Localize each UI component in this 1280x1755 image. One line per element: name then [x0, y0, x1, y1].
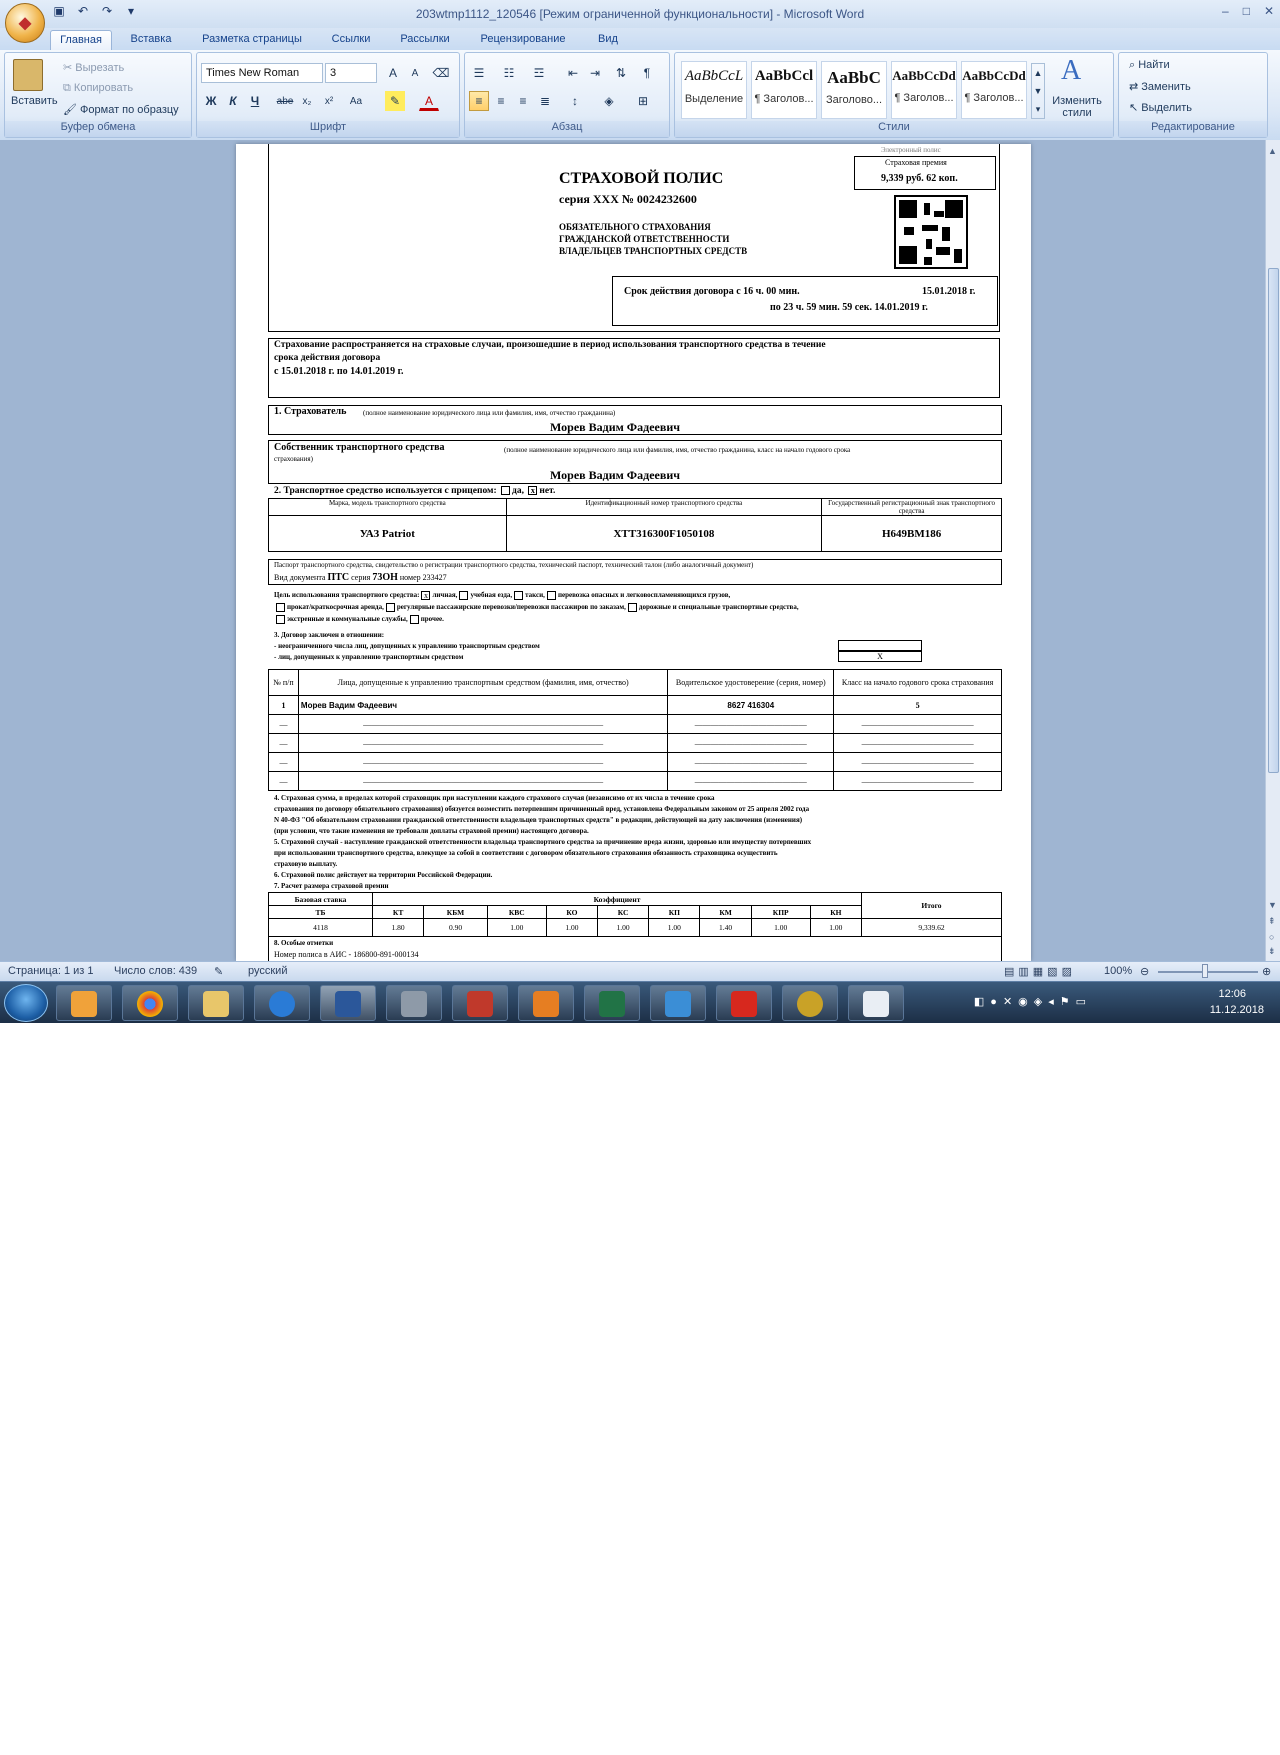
taskbar-app-orange[interactable] — [518, 985, 574, 1021]
calc-col: КТ — [373, 906, 424, 919]
driver-class: —————————————— — [834, 772, 1002, 791]
style-sample: AaBbCcl — [754, 68, 814, 84]
format-painter-button[interactable]: 🖌 Формат по образцу — [63, 104, 179, 116]
zoom-slider[interactable] — [1158, 971, 1258, 973]
table-row — [269, 753, 1002, 772]
grow-font-icon[interactable]: A — [388, 66, 397, 80]
finance-icon — [533, 991, 559, 1017]
driver-name: —————————————————————————————— — [298, 715, 667, 734]
folder-icon — [203, 991, 229, 1017]
trailer-no-checkbox: x — [528, 486, 537, 495]
driver-num: — — [269, 715, 299, 734]
styles-group-title: Стили — [675, 121, 1113, 137]
change-case-button[interactable]: Aa — [349, 96, 363, 107]
owner-label: Собственник транспортного средства — [274, 442, 445, 453]
view-buttons[interactable]: ▤▥▦▧▨ — [1004, 966, 1076, 978]
image-icon — [665, 991, 691, 1017]
italic-button[interactable]: К — [229, 94, 237, 108]
next-page-icon[interactable]: ⇟ — [1268, 946, 1276, 956]
osago-line-3: ВЛАДЕЛЬЦЕВ ТРАНСПОРТНЫХ СРЕДСТВ — [559, 246, 748, 256]
tab-mailings[interactable]: Рассылки — [400, 33, 450, 45]
clause-6: 6. Страховой полис действует на территории Российской Федерации. — [274, 871, 493, 879]
driver-class: —————————————— — [834, 715, 1002, 734]
ais-number: Номер полиса в АИС - 186800-891-000134 — [274, 950, 419, 959]
purpose-checkbox — [410, 615, 419, 624]
font-name-select[interactable]: Times New Roman — [201, 63, 323, 83]
font-group-title: Шрифт — [197, 121, 459, 137]
clock-date[interactable]: 11.12.2018 — [1209, 1004, 1264, 1016]
trailer-yes-checkbox — [501, 486, 510, 495]
taskbar — [0, 981, 1280, 1023]
customize-qat-icon[interactable]: ▾ — [127, 4, 135, 18]
font-color-icon[interactable]: A — [419, 91, 439, 111]
purpose-item: личная, — [432, 591, 458, 600]
brush-icon: 🖌 — [63, 104, 81, 116]
purpose-checkbox: x — [421, 591, 430, 600]
drivers-table — [268, 669, 1002, 791]
calc-value: 1.00 — [487, 919, 546, 937]
taskbar-explorer[interactable] — [188, 985, 244, 1021]
style-sample: AaBbCcL — [684, 68, 744, 84]
window-controls — [1222, 4, 1274, 18]
driver-license: —————————————— — [668, 715, 834, 734]
qr-finder-pattern — [945, 200, 963, 218]
align-center-icon[interactable]: ≡ — [497, 94, 505, 108]
term-line-2: по 23 ч. 59 мин. 59 сек. 14.01.2019 г. — [770, 302, 928, 313]
calc-value: 1.00 — [546, 919, 597, 937]
undo-icon[interactable]: ↶ — [77, 4, 89, 18]
clause-5-line-1: 5. Страховой случай - наступление гражданской ответственности владельца транспортного средства за причинение вреда жизни, здоровью или имуществу потерпевших — [274, 838, 812, 846]
justify-icon[interactable]: ≣ — [539, 94, 551, 108]
clause-4-line-3: N 40-ФЗ "Об обязательном страховании гражданской ответственности владельцев транспортных средств" в редакции, действующей на дату заключения (изменения) — [274, 816, 803, 824]
calc-col: КН — [810, 906, 861, 919]
policy-series: серия ХХХ № 0024232600 — [559, 192, 697, 206]
highlight-icon[interactable]: ✎ — [385, 91, 405, 111]
qr-finder-pattern — [899, 200, 917, 218]
trailer-label: 2. Транспортное средство используется с прицепом: — [274, 486, 497, 496]
clipboard-group — [4, 52, 192, 138]
qr-module — [924, 257, 932, 265]
clause-4-line-1: 4. Страховая сумма, в пределах которой страховщик при наступлении каждого страхового случая (независимо от их числа в течение срока — [274, 794, 715, 802]
calc-total-header: Итого — [862, 893, 1002, 919]
clipboard-group-title: Буфер обмена — [5, 121, 191, 137]
zoom-level[interactable]: 100% — [1104, 965, 1133, 977]
taskbar-outlook[interactable] — [56, 985, 112, 1021]
superscript-button[interactable]: x² — [324, 96, 334, 107]
contract-unlimited: - неограниченного числа лиц, допущенных к управлению транспортным средством — [274, 642, 540, 650]
scope-line-1: Страхование распространяется на страховые случаи, произошедшие в период использования транспортного средства в течение — [274, 340, 826, 350]
table-row — [269, 696, 1002, 715]
taskbar-chrome[interactable] — [122, 985, 178, 1021]
style-name: Выделение — [684, 93, 744, 105]
insurer-name: Морев Вадим Фадеевич — [550, 420, 681, 434]
scanner-icon — [401, 991, 427, 1017]
clause-4-line-2: страхования по договору обязательного страхования) обязуется возместить потерпевшим причиненный вред, установлена Федеральным законом от 25 апреля 2002 года — [274, 805, 810, 813]
style-heading2[interactable] — [891, 61, 957, 119]
drivers-col-class: Класс на начало годового срока страхования — [834, 670, 1002, 696]
qr-code — [894, 195, 968, 269]
qr-module — [942, 227, 950, 241]
tray-icons[interactable]: ◧●✕◉◈◂⚑▭ — [973, 996, 1092, 1008]
driver-name: —————————————————————————————— — [298, 772, 667, 791]
driver-license: —————————————— — [668, 772, 834, 791]
purpose-item: прочее. — [420, 615, 444, 624]
doc-type-row — [274, 572, 447, 583]
styles-group — [674, 52, 1114, 138]
calc-value: 4118 — [269, 919, 373, 937]
driver-name: —————————————————————————————— — [298, 753, 667, 772]
contract-unlimited-box — [838, 640, 922, 651]
cut-button[interactable]: ✂ Вырезать — [63, 62, 125, 74]
vertical-scrollbar[interactable] — [1265, 140, 1280, 961]
ribbon — [0, 50, 1280, 140]
zoom-out-icon[interactable]: ⊖ — [1140, 966, 1150, 978]
contract-label: 3. Договор заключен в отношении: — [274, 631, 385, 639]
driver-num: — — [269, 772, 299, 791]
owner-note-2: страхования) — [274, 455, 313, 463]
purpose-line-3 — [274, 615, 444, 624]
prev-page-icon[interactable]: ⇞ — [1268, 916, 1276, 926]
purpose-line-1 — [274, 591, 730, 600]
scope-line-3: с 15.01.2018 г. по 14.01.2019 г. — [274, 366, 404, 377]
paragraph-group — [464, 52, 670, 138]
scissors-icon: ✂ — [63, 62, 76, 74]
zoom-slider-thumb[interactable] — [1202, 964, 1208, 978]
purpose-item: перевозка опасных и легковоспламеняющихся грузов, — [557, 591, 731, 600]
purpose-item: экстренные и коммунальные службы, — [287, 615, 408, 624]
driver-license: —————————————— — [668, 753, 834, 772]
paste-button[interactable]: Вставить — [11, 95, 58, 107]
tab-view[interactable]: Вид — [598, 33, 618, 45]
font-group — [196, 52, 460, 138]
strikethrough-button[interactable]: abe — [276, 96, 294, 107]
doc-type-label: Вид документа — [274, 573, 326, 582]
tab-page-layout[interactable]: Разметка страницы — [202, 33, 302, 45]
clause-5-line-2: при использовании транспортного средства, влекущее за собой в соответствии с договором обязательного страхования обязанность страховщика осуществить — [274, 849, 778, 857]
qr-module — [926, 239, 932, 249]
word-icon — [335, 991, 361, 1017]
qr-module — [904, 227, 914, 235]
calc-col: КБМ — [424, 906, 488, 919]
underline-button[interactable]: Ч — [250, 94, 260, 108]
change-styles-icon[interactable]: A — [1061, 55, 1082, 86]
clause-4-line-4: (при условии, что такие изменения не требовали доплаты страховой премии) настоящего договора. — [274, 827, 589, 835]
taskbar-excel[interactable] — [584, 985, 640, 1021]
calc-col: КП — [649, 906, 700, 919]
pdf-icon — [731, 991, 757, 1017]
sort-icon[interactable]: ⇅ — [615, 66, 627, 80]
taskbar-app-red[interactable] — [452, 985, 508, 1021]
save-icon[interactable]: ▣ — [53, 4, 65, 18]
calc-value: 1.00 — [649, 919, 700, 937]
qr-module — [934, 211, 944, 217]
style-emphasis[interactable] — [681, 61, 747, 119]
calc-value: 1.00 — [598, 919, 649, 937]
calc-col: КВС — [487, 906, 546, 919]
style-title[interactable] — [821, 61, 887, 119]
cursor-icon: ↖ — [1129, 102, 1142, 114]
calc-value: 1.40 — [700, 919, 751, 937]
office-button[interactable]: ◆ — [5, 3, 45, 43]
tab-insert[interactable]: Вставка — [130, 33, 172, 45]
word-count[interactable]: Число слов: 439 — [114, 965, 198, 977]
shrink-font-icon[interactable]: A — [411, 68, 419, 79]
spellcheck-icon[interactable]: ✎ — [214, 966, 224, 978]
clear-format-icon[interactable]: ⌫ — [432, 66, 450, 80]
style-name: ¶ Заголов... — [754, 93, 814, 105]
style-sample: AaBbCcDd — [962, 68, 1026, 83]
clock-time[interactable]: 12:06 — [1218, 988, 1246, 1000]
style-sample: AaBbC — [827, 68, 881, 87]
qr-module — [922, 225, 938, 231]
calc-value: 1.80 — [373, 919, 424, 937]
insurer-label: 1. Страхователь — [274, 406, 347, 417]
style-heading3[interactable] — [961, 61, 1027, 119]
driver-license: 8627 416304 — [668, 696, 834, 715]
close-icon[interactable]: ✕ — [1263, 4, 1274, 18]
page-count[interactable]: Страница: 1 из 1 — [8, 965, 94, 977]
table-row — [269, 893, 1002, 906]
osago-line-2: ГРАЖДАНСКОЙ ОТВЕТСТВЕННОСТИ — [559, 234, 730, 244]
col-vin-header: Идентификационный номер транспортного средства — [506, 499, 822, 516]
table-row — [269, 715, 1002, 734]
calc-col: КПР — [751, 906, 810, 919]
purpose-item: прокат/краткосрочная аренда, — [287, 603, 384, 612]
calc-col: КО — [546, 906, 597, 919]
purpose-checkbox — [514, 591, 523, 600]
chrome-icon — [137, 991, 163, 1017]
driver-num: 1 — [269, 696, 299, 715]
calc-col: ТБ — [269, 906, 373, 919]
styles-scroll-icon[interactable]: ▲ ▼ ▾ — [1031, 63, 1045, 119]
purpose-checkbox — [276, 615, 285, 624]
col-reg-header: Государственный регистрационный знак транспортного средства — [822, 499, 1002, 516]
insurer-note: (полное наименование юридического лица или фамилия, имя, отчество гражданина) — [363, 409, 616, 417]
vehicle-table — [268, 498, 1002, 552]
paragraph-group-title: Абзац — [465, 121, 669, 137]
qr-module — [954, 249, 962, 263]
driver-num: — — [269, 753, 299, 772]
owner-note: (полное наименование юридического лица или фамилия, имя, отчество гражданина, класс на начало годового срока — [504, 446, 851, 454]
table-row — [269, 734, 1002, 753]
doc-series-label: серия — [351, 573, 371, 582]
premium-label: Страховая премия — [885, 158, 947, 167]
premium-calc-table — [268, 892, 1002, 937]
excel-icon — [599, 991, 625, 1017]
table-row — [269, 516, 1002, 552]
trailer-yes: да, — [512, 486, 524, 496]
trailer-row — [274, 486, 555, 496]
taskbar-word[interactable] — [320, 985, 376, 1021]
paste-icon[interactable] — [13, 59, 43, 91]
purpose-item: такси, — [525, 591, 545, 600]
table-row — [269, 670, 1002, 696]
taskbar-doc-app[interactable] — [848, 985, 904, 1021]
owner-name: Морев Вадим Фадеевич — [550, 468, 681, 482]
calc-value: 0.90 — [424, 919, 488, 937]
style-name: Заголово... — [825, 94, 883, 106]
table-row — [269, 919, 1002, 937]
change-styles-button[interactable]: Изменить стили — [1052, 95, 1102, 119]
decrease-indent-icon[interactable]: ⇤ — [567, 66, 579, 80]
outlook-icon — [71, 991, 97, 1017]
osago-line-1: ОБЯЗАТЕЛЬНОГО СТРАХОВАНИЯ — [559, 222, 711, 232]
browse-object-icon[interactable]: ○ — [1269, 932, 1275, 942]
term-box — [612, 276, 998, 326]
col-make-header: Марка, модель транспортного средства — [269, 499, 507, 516]
vehicle-reg: Н649ВМ186 — [822, 516, 1002, 552]
tab-review[interactable]: Рецензирование — [480, 33, 566, 45]
purpose-checkbox — [459, 591, 468, 600]
table-row — [269, 772, 1002, 791]
drivers-col-num: № п/п — [269, 670, 299, 696]
calc-total-value: 9,339.62 — [862, 919, 1002, 937]
purpose-checkbox — [547, 591, 556, 600]
copy-button[interactable]: ⧉ Копировать — [63, 82, 134, 94]
drivers-col-license: Водительское удостоверение (серия, номер) — [668, 670, 834, 696]
calc-coef-header: Коэффициент — [373, 893, 862, 906]
scroll-down-icon[interactable]: ▼ — [1268, 900, 1277, 910]
calc-value: 1.00 — [751, 919, 810, 937]
status-bar — [0, 961, 1280, 981]
qr-module — [936, 247, 950, 255]
redo-icon[interactable]: ↷ — [101, 4, 113, 18]
driver-name: Морев Вадим Фадеевич — [298, 696, 667, 715]
align-left-icon[interactable]: ≡ — [469, 91, 489, 111]
bold-button[interactable]: Ж — [205, 94, 217, 108]
calc-base-header: Базовая ставка — [269, 893, 373, 906]
driver-num: — — [269, 734, 299, 753]
find-button[interactable]: ⌕ Найти — [1129, 59, 1170, 71]
copy-icon: ⧉ — [63, 82, 74, 94]
doc-number-label: номер — [399, 573, 421, 582]
scroll-up-icon[interactable]: ▲ — [1268, 146, 1277, 156]
electronic-policy-label: Электронный полис — [881, 146, 941, 154]
clause-5-line-3: страховую выплату. — [274, 860, 338, 868]
policy-heading: СТРАХОВОЙ ПОЛИС — [559, 170, 724, 187]
editing-group-title: Редактирование — [1119, 121, 1267, 137]
driver-license: —————————————— — [668, 734, 834, 753]
contract-limited: - лиц, допущенных к управлению транспортным средством — [274, 653, 464, 661]
taskbar-image-viewer[interactable] — [650, 985, 706, 1021]
vehicle-make: УАЗ Patriot — [269, 516, 507, 552]
scope-line-2: срока действия договора — [274, 353, 381, 363]
increase-indent-icon[interactable]: ⇥ — [589, 66, 601, 80]
bullets-icon[interactable]: ☰ — [473, 66, 485, 80]
driver-class: 5 — [834, 696, 1002, 715]
doc-series: 73ОН — [372, 572, 398, 583]
tab-home[interactable]: Главная — [50, 30, 112, 50]
document-icon — [863, 991, 889, 1017]
style-heading1[interactable] — [751, 61, 817, 119]
maximize-icon[interactable]: □ — [1242, 4, 1250, 18]
purpose-checkbox — [628, 603, 637, 612]
doc-number: 233427 — [422, 573, 447, 582]
coins-icon — [797, 991, 823, 1017]
subscript-button[interactable]: x₂ — [302, 96, 312, 107]
purpose-item: дорожные и специальные транспортные средства, — [638, 603, 799, 612]
purpose-item: учебная езда, — [470, 591, 513, 600]
driver-name: —————————————————————————————— — [298, 734, 667, 753]
doc-type: ПТС — [327, 572, 350, 583]
term-date-1: 15.01.2018 г. — [922, 286, 976, 297]
table-row — [269, 499, 1002, 516]
scroll-thumb[interactable] — [1268, 268, 1279, 773]
language[interactable]: русский — [248, 965, 288, 977]
style-name: ¶ Заголов... — [964, 92, 1024, 104]
vehicle-vin: ХТТ316300F1050108 — [506, 516, 822, 552]
contract-limited-box: Х — [838, 651, 922, 662]
ribbon-tabs — [0, 28, 1280, 50]
qr-module — [924, 203, 930, 215]
premium-value: 9,339 руб. 62 коп. — [881, 173, 958, 184]
driver-class: —————————————— — [834, 753, 1002, 772]
show-marks-icon[interactable]: ¶ — [643, 66, 651, 80]
borders-icon[interactable]: ⊞ — [637, 94, 649, 108]
binoculars-icon: ⌕ — [1129, 59, 1139, 71]
ie-icon — [269, 991, 295, 1017]
drivers-col-name: Лица, допущенные к управлению транспортным средством (фамилия, имя, отчество) — [298, 670, 667, 696]
select-button[interactable]: ↖ Выделить — [1129, 102, 1193, 114]
calc-col: КМ — [700, 906, 751, 919]
taskbar-coins-app[interactable] — [782, 985, 838, 1021]
title-bar — [0, 0, 1280, 32]
editing-group — [1118, 52, 1268, 138]
replace-button[interactable]: ⇄ Заменить — [1129, 81, 1191, 93]
line-spacing-icon[interactable]: ↕ — [572, 94, 578, 108]
term-line-1: Срок действия договора с 16 ч. 00 мин. — [624, 286, 800, 297]
replace-icon: ⇄ — [1129, 81, 1142, 93]
font-size-select[interactable]: 3 — [325, 63, 377, 83]
style-sample: AaBbCcDd — [892, 68, 956, 83]
passport-note: Паспорт транспортного средства, свидетельство о регистрации транспортного средства, технический паспорт, технический талон (либо аналогичный документ) — [274, 561, 754, 569]
notes-label: 8. Особые отметки — [274, 939, 334, 947]
purpose-label: Цель использования транспортного средства: — [274, 591, 420, 600]
calc-col: КС — [598, 906, 649, 919]
shading-icon[interactable]: ◈ — [604, 94, 614, 108]
trailer-no: нет. — [539, 486, 556, 496]
numbering-icon[interactable]: ☷ — [503, 66, 515, 80]
tab-references[interactable]: Ссылки — [331, 33, 371, 45]
calc-value: 1.00 — [810, 919, 861, 937]
driver-class: —————————————— — [834, 734, 1002, 753]
purpose-item: регулярные пассажирские перевозки/перевозки пассажиров по заказам, — [396, 603, 626, 612]
presentation-icon — [467, 991, 493, 1017]
taskbar-scanner[interactable] — [386, 985, 442, 1021]
clause-7: 7. Расчет размера страховой премии — [274, 882, 389, 890]
minimize-icon[interactable]: – — [1222, 4, 1229, 18]
purpose-checkbox — [386, 603, 395, 612]
style-name: ¶ Заголов... — [894, 92, 954, 104]
qr-finder-pattern — [899, 246, 917, 264]
start-button[interactable] — [4, 984, 48, 1022]
align-right-icon[interactable]: ≡ — [519, 94, 527, 108]
window-title: 203wtmp1112_120546 [Режим ограниченной функциональности] - Microsoft Word — [415, 7, 865, 21]
multilevel-list-icon[interactable]: ☲ — [533, 66, 545, 80]
taskbar-acrobat[interactable] — [716, 985, 772, 1021]
taskbar-ie[interactable] — [254, 985, 310, 1021]
purpose-line-2 — [274, 603, 799, 612]
purpose-checkbox — [276, 603, 285, 612]
zoom-in-icon[interactable]: ⊕ — [1262, 966, 1272, 978]
document-page — [236, 144, 1031, 961]
